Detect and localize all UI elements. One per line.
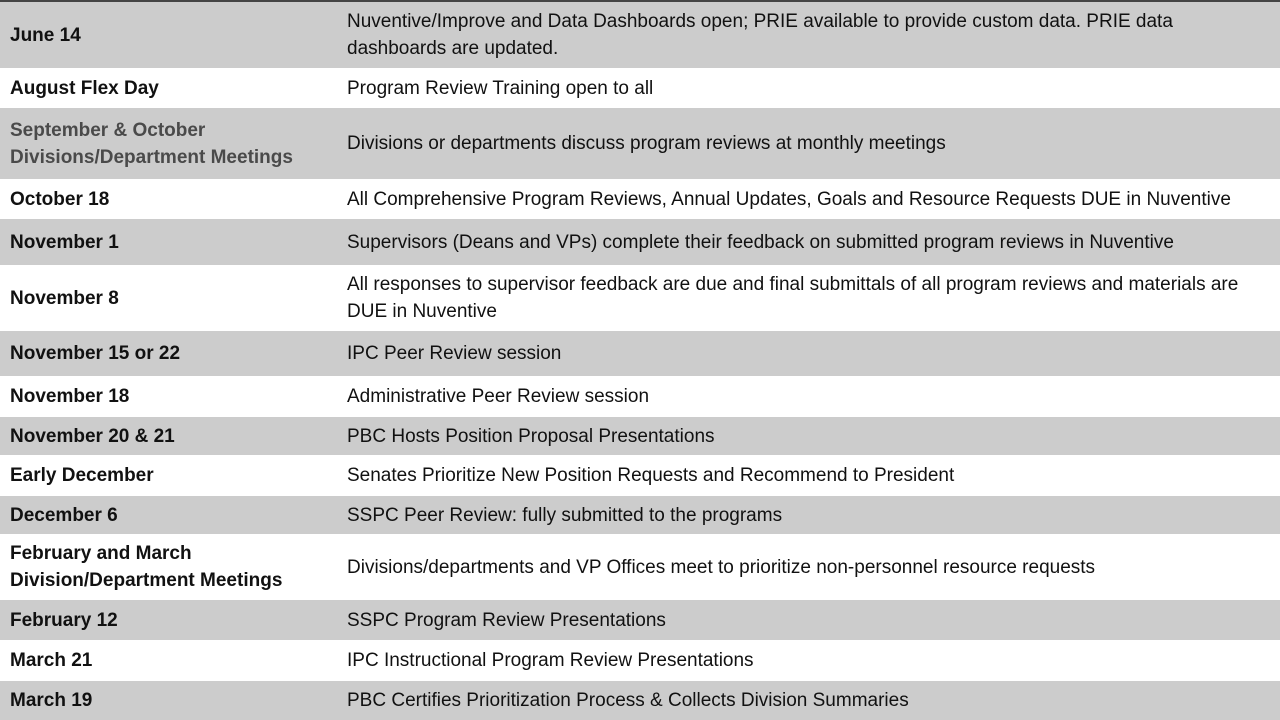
row-date: February and March Division/Department Meetings: [10, 543, 283, 591]
row-description: PBC Certifies Prioritization Process & Collects Division Summaries: [347, 690, 909, 711]
table-row: [0, 179, 1280, 219]
table-row: [0, 640, 1280, 681]
row-date: August Flex Day: [10, 77, 159, 99]
table-row: [0, 376, 1280, 417]
row-description: Supervisors (Deans and VPs) complete their feedback on submitted program reviews in Nuventive: [347, 231, 1174, 253]
table-row: [0, 219, 1280, 265]
row-description: Nuventive/Improve and Data Dashboards open; PRIE available to provide custom data. PRIE data dashboards are updated.: [347, 11, 1173, 59]
table-row: [0, 331, 1280, 376]
row-date: November 20 & 21: [10, 425, 175, 447]
row-date: November 15 or 22: [10, 343, 181, 364]
row-date: November 1: [10, 231, 119, 253]
table-row: [0, 496, 1280, 534]
row-description: Divisions or departments discuss program reviews at monthly meetings: [347, 133, 946, 154]
row-description: SSPC Program Review Presentations: [347, 609, 666, 631]
row-date: June 14: [10, 24, 81, 46]
row-description: Administrative Peer Review session: [347, 386, 650, 407]
row-date: October 18: [10, 188, 110, 210]
row-date: March 21: [10, 650, 93, 671]
table-row: [0, 681, 1280, 720]
row-description: IPC Peer Review session: [347, 343, 562, 364]
row-description: Divisions/departments and VP Offices meet to prioritize non-personnel resource requests: [347, 556, 1096, 578]
row-date: February 12: [10, 609, 118, 631]
row-description: PBC Hosts Position Proposal Presentations: [347, 425, 715, 447]
table-row: [0, 600, 1280, 640]
row-description: Senates Prioritize New Position Requests and Recommend to President: [347, 465, 955, 486]
table-row: [0, 265, 1280, 331]
row-date: March 19: [10, 690, 93, 711]
row-description: Program Review Training open to all: [347, 77, 654, 99]
table-row: [0, 534, 1280, 600]
row-description: All Comprehensive Program Reviews, Annual Updates, Goals and Resource Requests DUE in Nuventive: [347, 188, 1231, 210]
row-date: December 6: [10, 504, 118, 526]
table-row: [0, 108, 1280, 179]
table-row: [0, 417, 1280, 455]
row-description: IPC Instructional Program Review Presentations: [347, 650, 754, 671]
row-description: SSPC Peer Review: fully submitted to the programs: [347, 504, 783, 526]
row-date: November 18: [10, 386, 130, 407]
table-row: [0, 2, 1280, 68]
table-row: [0, 68, 1280, 108]
row-date: September & October Divisions/Department Meetings: [10, 119, 293, 168]
row-date: Early December: [10, 465, 154, 486]
row-description: All responses to supervisor feedback are due and final submittals of all program reviews and materials are DUE in Nuventive: [347, 274, 1239, 322]
table-row: [0, 455, 1280, 496]
row-date: November 8: [10, 287, 119, 309]
